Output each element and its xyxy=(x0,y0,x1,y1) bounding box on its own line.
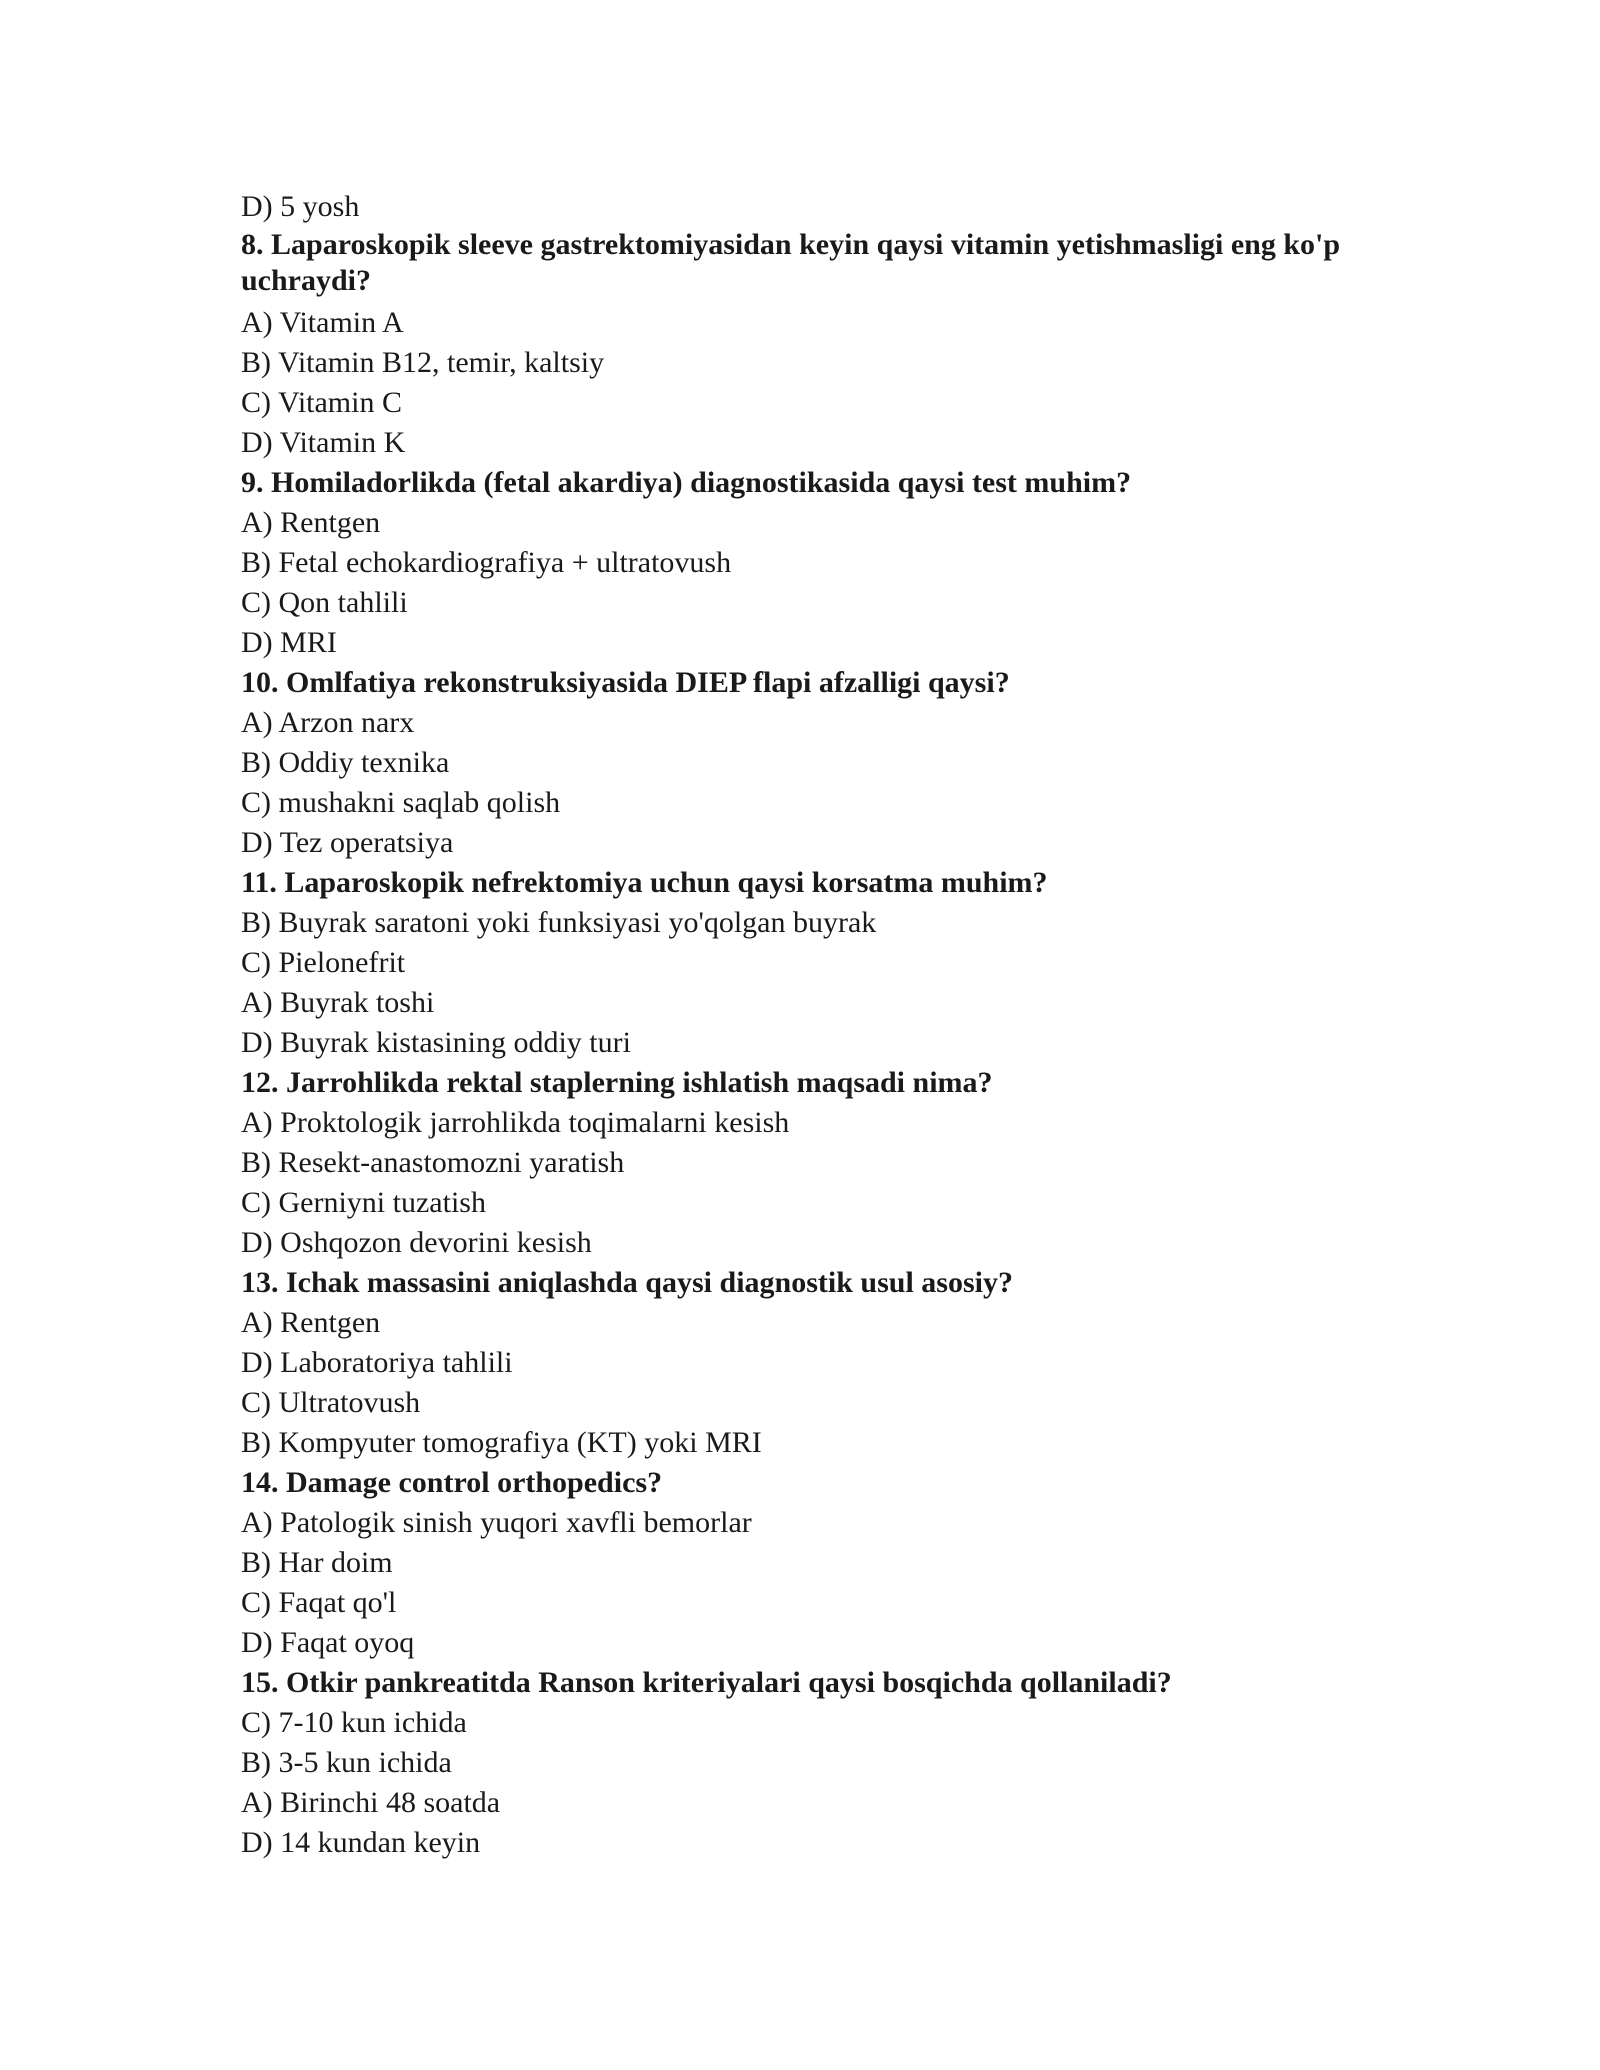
question-block-11 xyxy=(241,863,1421,1063)
answer-option: C) Pielonefrit xyxy=(241,946,406,979)
answer-option: D) Buyrak kistasining oddiy turi xyxy=(241,1026,631,1059)
question-block-15 xyxy=(241,1663,1421,1863)
question-text: 12. Jarrohlikda rektal staplerning ishlatish maqsadi nima? xyxy=(241,1066,993,1099)
answer-option: D) Faqat oyoq xyxy=(241,1626,415,1659)
answer-option: D) Laboratoriya tahlili xyxy=(241,1346,513,1379)
answer-option: B) Buyrak saratoni yoki funksiyasi yo'qolgan buyrak xyxy=(241,906,877,939)
answer-option: B) Kompyuter tomografiya (KT) yoki MRI xyxy=(241,1426,762,1459)
question-block-9 xyxy=(241,463,1421,663)
answer-option: A) Patologik sinish yuqori xavfli bemorlar xyxy=(241,1506,752,1539)
answer-option: A) Rentgen xyxy=(241,1306,381,1339)
question-text: 14. Damage control orthopedics? xyxy=(241,1466,663,1499)
answer-option: C) Qon tahlili xyxy=(241,586,408,619)
question-text: 10. Omlfatiya rekonstruksiyasida DIEP flapi afzalligi qaysi? xyxy=(241,666,1010,699)
answer-option: B) Vitamin B12, temir, kaltsiy xyxy=(241,346,605,379)
answer-option: C) Vitamin C xyxy=(241,386,402,419)
question-block-14 xyxy=(241,1463,1421,1663)
answer-option: D) 14 kundan keyin xyxy=(241,1826,481,1859)
question-block-13 xyxy=(241,1263,1421,1463)
answer-option: A) Birinchi 48 soatda xyxy=(241,1786,501,1819)
answer-option: B) Oddiy texnika xyxy=(241,746,450,779)
question-list xyxy=(241,187,1421,1863)
answer-option: C) 7-10 kun ichida xyxy=(241,1706,467,1739)
question-text: 13. Ichak massasini aniqlashda qaysi diagnostik usul asosiy? xyxy=(241,1266,1013,1299)
answer-option: B) Resekt-anastomozni yaratish xyxy=(241,1146,625,1179)
answer-option: A) Arzon narx xyxy=(241,706,415,739)
answer-option: C) Gerniyni tuzatish xyxy=(241,1186,486,1219)
answer-option: A) Proktologik jarrohlikda toqimalarni kesish xyxy=(241,1106,790,1139)
answer-option: D) MRI xyxy=(241,626,337,659)
answer-option: D) Vitamin K xyxy=(241,426,406,459)
answer-option: D) Tez operatsiya xyxy=(241,826,454,859)
answer-option: B) 3-5 kun ichida xyxy=(241,1746,452,1779)
answer-option: A) Rentgen xyxy=(241,506,381,539)
answer-option: B) Fetal echokardiografiya + ultratovush xyxy=(241,546,732,579)
question-text: 9. Homiladorlikda (fetal akardiya) diagnostikasida qaysi test muhim? xyxy=(241,466,1132,499)
question-text: 15. Otkir pankreatitda Ranson kriteriyalari qaysi bosqichda qollaniladi? xyxy=(241,1666,1172,1699)
answer-option: C) Ultratovush xyxy=(241,1386,421,1419)
answer-option: B) Har doim xyxy=(241,1546,393,1579)
answer-option: A) Vitamin A xyxy=(241,306,404,339)
answer-option: D) Oshqozon devorini kesish xyxy=(241,1226,592,1259)
question-text: 8. Laparoskopik sleeve gastrektomiyasidan keyin qaysi vitamin yetishmasligi eng ko'p uchraydi? xyxy=(241,228,1341,297)
answer-option: D) 5 yosh xyxy=(241,190,360,223)
question-block-10 xyxy=(241,663,1421,863)
question-block-12 xyxy=(241,1063,1421,1263)
question-text: 11. Laparoskopik nefrektomiya uchun qaysi korsatma muhim? xyxy=(241,866,1048,899)
answer-option: C) mushakni saqlab qolish xyxy=(241,786,561,819)
answer-option: C) Faqat qo'l xyxy=(241,1586,397,1619)
question-block-8 xyxy=(241,227,1421,463)
answer-option: A) Buyrak toshi xyxy=(241,986,435,1019)
